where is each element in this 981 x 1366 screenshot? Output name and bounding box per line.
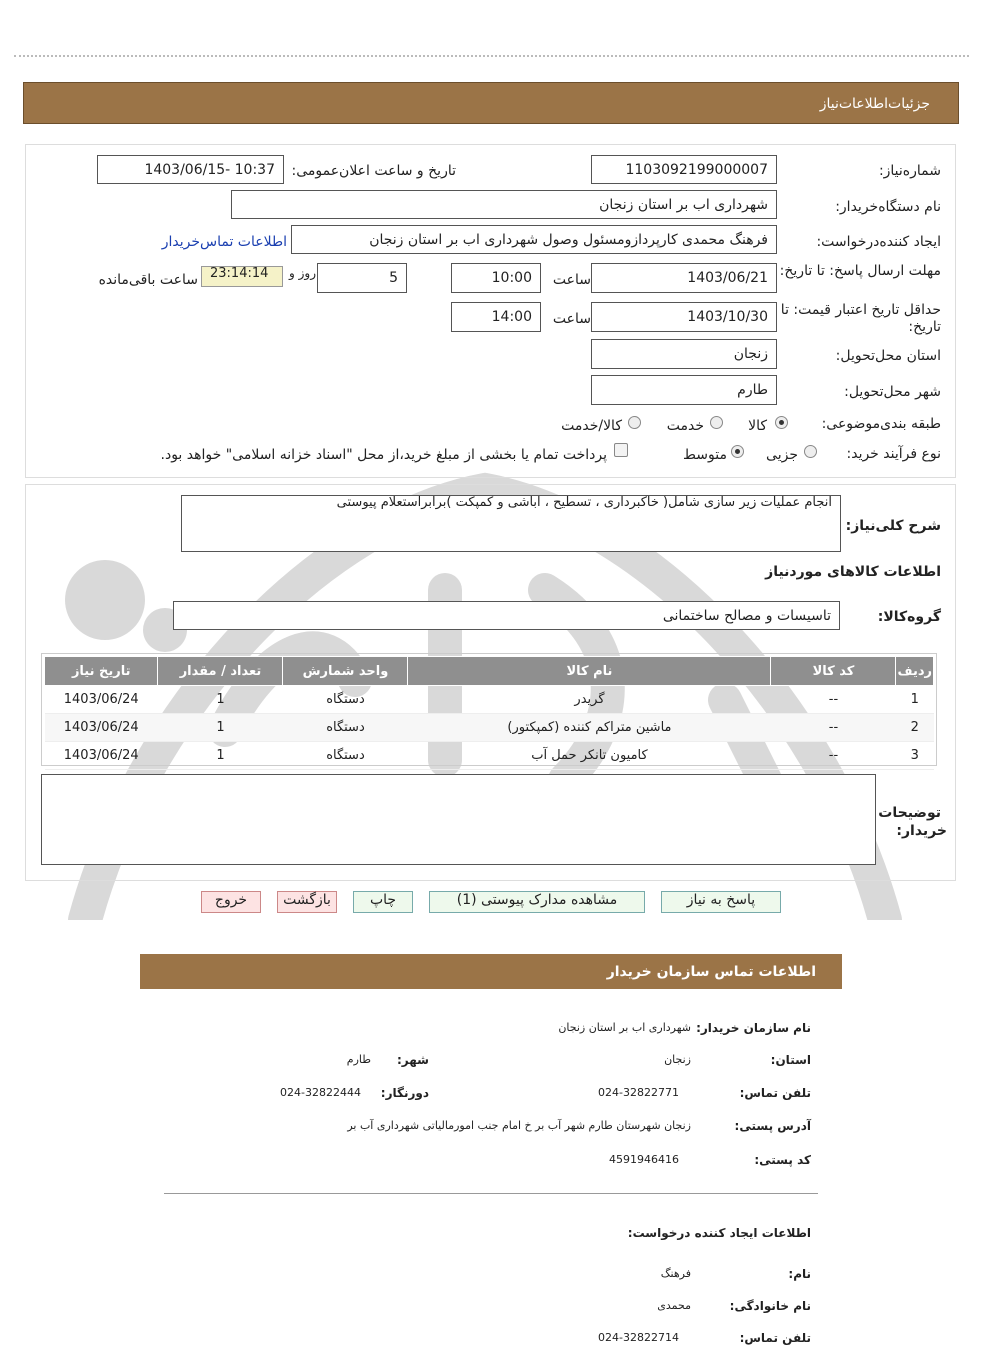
creator-field: فرهنگ محمدی کارپردازومسئول وصول شهرداری اب بر استان زنجان <box>291 225 777 254</box>
reply-button[interactable]: پاسخ به نیاز <box>661 891 781 913</box>
print-button[interactable]: چاپ <box>353 891 413 913</box>
back-button[interactable]: بازگشت <box>277 891 337 913</box>
cell-date: 1403/06/24 <box>45 742 158 770</box>
contact-postal-label: کد پستی: <box>754 1153 811 1167</box>
category-option-service: خدمت <box>666 418 704 434</box>
category-option-both: کالا/خدمت <box>561 418 622 434</box>
contact-address-label: آدرس پستی: <box>734 1119 811 1133</box>
process-option-minor: جزیی <box>766 447 798 463</box>
creator-phone-label: تلفن تماس: <box>739 1331 811 1345</box>
province-label: استان محل‌تحویل: <box>835 348 941 364</box>
table-header-row <box>45 657 934 686</box>
process-radio-minor[interactable] <box>804 445 817 458</box>
contact-fax-label: دورنگار: <box>380 1086 429 1100</box>
notes-label-line1: توضیحات <box>878 805 941 821</box>
exit-button[interactable]: خروج <box>201 891 261 913</box>
cell-unit: دستگاه <box>283 686 408 714</box>
deadline-label: مهلت ارسال پاسخ: تا تاریخ: <box>779 263 941 279</box>
cell-row-number: 1 <box>896 686 934 714</box>
contact-title: اطلاعات تماس سازمان خریدار <box>606 964 816 980</box>
contact-province-value: زنجان <box>664 1053 691 1066</box>
col-header-unit: واحد شمارش <box>283 657 408 686</box>
goods-info-title: اطلاعات کالاهای موردنیاز <box>765 564 941 580</box>
page-title: جزئیات‌اطلاعات‌نیاز <box>819 96 930 112</box>
process-label: نوع فرآیند خرید: <box>846 446 941 462</box>
validity-time-label: ساعت <box>552 311 591 327</box>
cell-name: گریدر <box>408 686 771 714</box>
col-header-code: کد کالا <box>771 657 896 686</box>
summary-textarea: انجام عملیات زیر سازی شامل( خاکبرداری ، تسطیح ، اباشی و کمپکت )برابراستعلام پیوستی <box>181 495 841 552</box>
col-header-row-number: ردیف <box>896 657 934 686</box>
table-row <box>45 686 934 714</box>
category-option-goods: کالا <box>748 418 767 434</box>
creator-last-name-value: محمدی <box>657 1299 691 1312</box>
items-table <box>44 656 934 770</box>
buyer-label: نام دستگاه‌خریدار: <box>835 199 941 215</box>
notes-label-line2: خریدار: <box>896 823 947 839</box>
cell-code: -- <box>771 686 896 714</box>
creator-phone-value: 024-32822714 <box>598 1331 679 1344</box>
need-number-label: شماره‌نیاز: <box>878 163 941 179</box>
creator-first-name-label: نام: <box>788 1267 811 1281</box>
creator-info-title: اطلاعات ایجاد کننده درخواست: <box>627 1226 811 1240</box>
buyer-field: شهرداری اب بر استان زنجان <box>231 190 777 219</box>
cell-name: کامیون تانکر حمل آب <box>408 742 771 770</box>
days-field: 5 <box>317 263 407 293</box>
cell-quantity: 1 <box>158 714 283 742</box>
view-documents-button[interactable]: مشاهده مدارک پیوستی (1) <box>429 891 645 913</box>
category-radio-both[interactable] <box>628 416 641 429</box>
contact-province-label: استان: <box>770 1053 811 1067</box>
col-header-date: تاریخ نیاز <box>45 657 158 686</box>
category-radio-goods[interactable] <box>775 416 788 429</box>
cell-code: -- <box>771 742 896 770</box>
cell-date: 1403/06/24 <box>45 686 158 714</box>
contact-city-value: طارم <box>346 1053 371 1066</box>
category-radio-service[interactable] <box>710 416 723 429</box>
summary-label: شرح کلی‌نیاز: <box>845 518 941 534</box>
items-table-wrapper <box>41 653 937 766</box>
creator-last-name-label: نام خانوادگی: <box>729 1299 811 1313</box>
contact-header <box>140 954 842 989</box>
contact-phone-value: 024-32822771 <box>598 1086 679 1099</box>
deadline-time-field: 10:00 <box>451 263 541 293</box>
remaining-timer: 23:14:14 <box>201 266 283 287</box>
cell-date: 1403/06/24 <box>45 714 158 742</box>
validity-date-field: 1403/10/30 <box>591 302 777 332</box>
treasury-checkbox[interactable] <box>614 443 628 457</box>
deadline-time-label: ساعت <box>552 272 591 288</box>
cell-code: -- <box>771 714 896 742</box>
cell-quantity: 1 <box>158 686 283 714</box>
goods-group-field: تاسیسات و مصالح ساختمانی <box>173 601 840 630</box>
buyer-contact-link[interactable]: اطلاعات تماس‌خریدار <box>161 234 287 250</box>
contact-org-value: شهرداری اب بر استان زنجان <box>558 1021 691 1034</box>
creator-first-name-value: فرهنگ <box>660 1267 691 1280</box>
contact-phone-label: تلفن تماس: <box>739 1086 811 1100</box>
province-field: زنجان <box>591 339 777 369</box>
table-row <box>45 714 934 742</box>
cell-row-number: 3 <box>896 742 934 770</box>
validity-label: حداقل تاریخ اعتبار قیمت: تا تاریخ: <box>780 302 941 335</box>
page-header <box>23 82 959 124</box>
treasury-note: پرداخت تمام یا بخشی از مبلغ خرید،از محل "اسناد خزانه اسلامی" خواهد بود. <box>160 447 607 463</box>
cell-row-number: 2 <box>896 714 934 742</box>
buyer-notes-textarea <box>41 774 876 865</box>
announce-label: تاریخ و ساعت اعلان‌عمومی: <box>291 163 456 179</box>
announce-field: 1403/06/15- 10:37 <box>97 155 284 184</box>
table-row <box>45 742 934 770</box>
process-radio-medium[interactable] <box>731 445 744 458</box>
cell-unit: دستگاه <box>283 714 408 742</box>
creator-label: ایجاد کننده‌درخواست: <box>816 234 941 250</box>
remaining-label: ساعت باقی‌مانده <box>98 272 198 288</box>
cell-quantity: 1 <box>158 742 283 770</box>
days-label: روز و <box>289 266 316 280</box>
contact-divider <box>164 1193 818 1194</box>
contact-org-label: نام سازمان خریدار: <box>696 1021 811 1035</box>
validity-time-field: 14:00 <box>451 302 541 332</box>
contact-fax-value: 024-32822444 <box>280 1086 361 1099</box>
cell-name: ماشین متراکم کننده (کمپکتور) <box>408 714 771 742</box>
process-option-medium: متوسط <box>683 447 727 463</box>
city-label: شهر محل‌تحویل: <box>844 384 941 400</box>
city-field: طارم <box>591 375 777 405</box>
goods-group-label: گروه‌کالا: <box>877 609 941 625</box>
category-label: طبقه بندی‌موضوعی: <box>821 416 941 432</box>
top-divider <box>14 55 969 57</box>
contact-city-label: شهر: <box>397 1053 429 1067</box>
deadline-date-field: 1403/06/21 <box>591 263 777 293</box>
need-number-field: 1103092199000007 <box>591 155 777 184</box>
contact-address-value: زنجان شهرستان طارم شهر آب بر خ امام جنب امورمالیاتی شهرداری آب بر <box>347 1119 691 1132</box>
col-header-name: نام کالا <box>408 657 771 686</box>
col-header-quantity: تعداد / مقدار <box>158 657 283 686</box>
contact-postal-value: 4591946416 <box>609 1153 679 1166</box>
cell-unit: دستگاه <box>283 742 408 770</box>
